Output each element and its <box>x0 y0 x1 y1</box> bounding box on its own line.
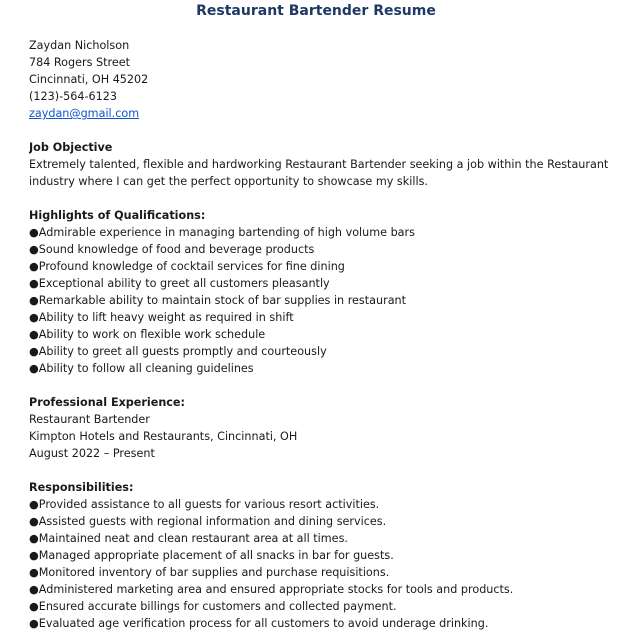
objective-text-line-1: Extremely talented, flexible and hardworking Restaurant Bartender seeking a job within the Restaurant <box>29 158 609 171</box>
list-item <box>29 258 619 275</box>
list-item <box>29 581 619 598</box>
list-item <box>29 530 619 547</box>
contact-city: Cincinnati, OH 45202 <box>29 73 149 86</box>
list-item-text: Exceptional ability to greet all customers pleasantly <box>38 277 330 290</box>
list-item-text: Provided assistance to all guests for various resort activities. <box>38 498 380 511</box>
contact-name: Zaydan Nicholson <box>29 39 130 52</box>
spacer <box>29 377 619 394</box>
list-item <box>29 309 619 326</box>
bullet-icon: ● <box>29 532 39 545</box>
list-item-text: Remarkable ability to maintain stock of bar supplies in restaurant <box>38 294 407 307</box>
list-item <box>29 513 619 530</box>
job-title: Restaurant Bartender <box>29 413 150 426</box>
list-item <box>29 275 619 292</box>
bullet-icon: ● <box>29 311 39 324</box>
resume-body <box>29 37 619 632</box>
objective-text-line-2: industry where I can get the perfect opportunity to showcase my skills. <box>29 175 428 188</box>
list-item <box>29 241 619 258</box>
bullet-icon: ● <box>29 260 39 273</box>
list-item-text: Ability to follow all cleaning guidelines <box>38 362 254 375</box>
employer: Kimpton Hotels and Restaurants, Cincinnati, OH <box>29 430 298 443</box>
objective-heading: Job Objective <box>29 141 113 154</box>
list-item-text: Sound knowledge of food and beverage products <box>38 243 315 256</box>
responsibilities-heading: Responsibilities: <box>29 481 134 494</box>
list-item-text: Evaluated age verification process for all customers to avoid underage drinking. <box>38 617 489 630</box>
bullet-icon: ● <box>29 617 39 630</box>
employment-dates: August 2022 – Present <box>29 447 155 460</box>
contact-street: 784 Rogers Street <box>29 56 130 69</box>
list-item-text: Profound knowledge of cocktail services for fine dining <box>38 260 345 273</box>
list-item <box>29 224 619 241</box>
bullet-icon: ● <box>29 226 39 239</box>
qualifications-list <box>29 224 619 377</box>
spacer <box>29 462 619 479</box>
list-item <box>29 360 619 377</box>
bullet-icon: ● <box>29 498 39 511</box>
page-title: Restaurant Bartender Resume <box>196 3 436 19</box>
list-item <box>29 564 619 581</box>
list-item-text: Monitored inventory of bar supplies and purchase requisitions. <box>38 566 390 579</box>
bullet-icon: ● <box>29 277 39 290</box>
list-item <box>29 598 619 615</box>
qualifications-heading: Highlights of Qualifications: <box>29 209 206 222</box>
bullet-icon: ● <box>29 362 39 375</box>
bullet-icon: ● <box>29 294 39 307</box>
bullet-icon: ● <box>29 583 39 596</box>
list-item-text: Ability to greet all guests promptly and courteously <box>38 345 327 358</box>
list-item-text: Ability to lift heavy weight as required in shift <box>38 311 294 324</box>
bullet-icon: ● <box>29 328 39 341</box>
list-item-text: Admirable experience in managing bartending of high volume bars <box>38 226 415 239</box>
bullet-icon: ● <box>29 515 39 528</box>
list-item-text: Ensured accurate billings for customers and collected payment. <box>38 600 397 613</box>
list-item-text: Assisted guests with regional information and dining services. <box>38 515 387 528</box>
list-item-text: Administered marketing area and ensured appropriate stocks for tools and products. <box>38 583 514 596</box>
list-item-text: Ability to work on flexible work schedule <box>38 328 266 341</box>
list-item <box>29 292 619 309</box>
experience-heading: Professional Experience: <box>29 396 185 409</box>
contact-phone: (123)-564-6123 <box>29 90 117 103</box>
list-item <box>29 547 619 564</box>
list-item <box>29 343 619 360</box>
list-item-text: Managed appropriate placement of all snacks in bar for guests. <box>38 549 394 562</box>
bullet-icon: ● <box>29 243 39 256</box>
bullet-icon: ● <box>29 345 39 358</box>
contact-email-link[interactable]: zaydan@gmail.com <box>29 107 140 120</box>
spacer <box>29 190 619 207</box>
list-item <box>29 615 619 632</box>
bullet-icon: ● <box>29 600 39 613</box>
list-item <box>29 496 619 513</box>
list-item <box>29 326 619 343</box>
list-item-text: Maintained neat and clean restaurant area at all times. <box>38 532 348 545</box>
bullet-icon: ● <box>29 549 39 562</box>
responsibilities-list <box>29 496 619 632</box>
bullet-icon: ● <box>29 566 39 579</box>
spacer <box>29 122 619 139</box>
